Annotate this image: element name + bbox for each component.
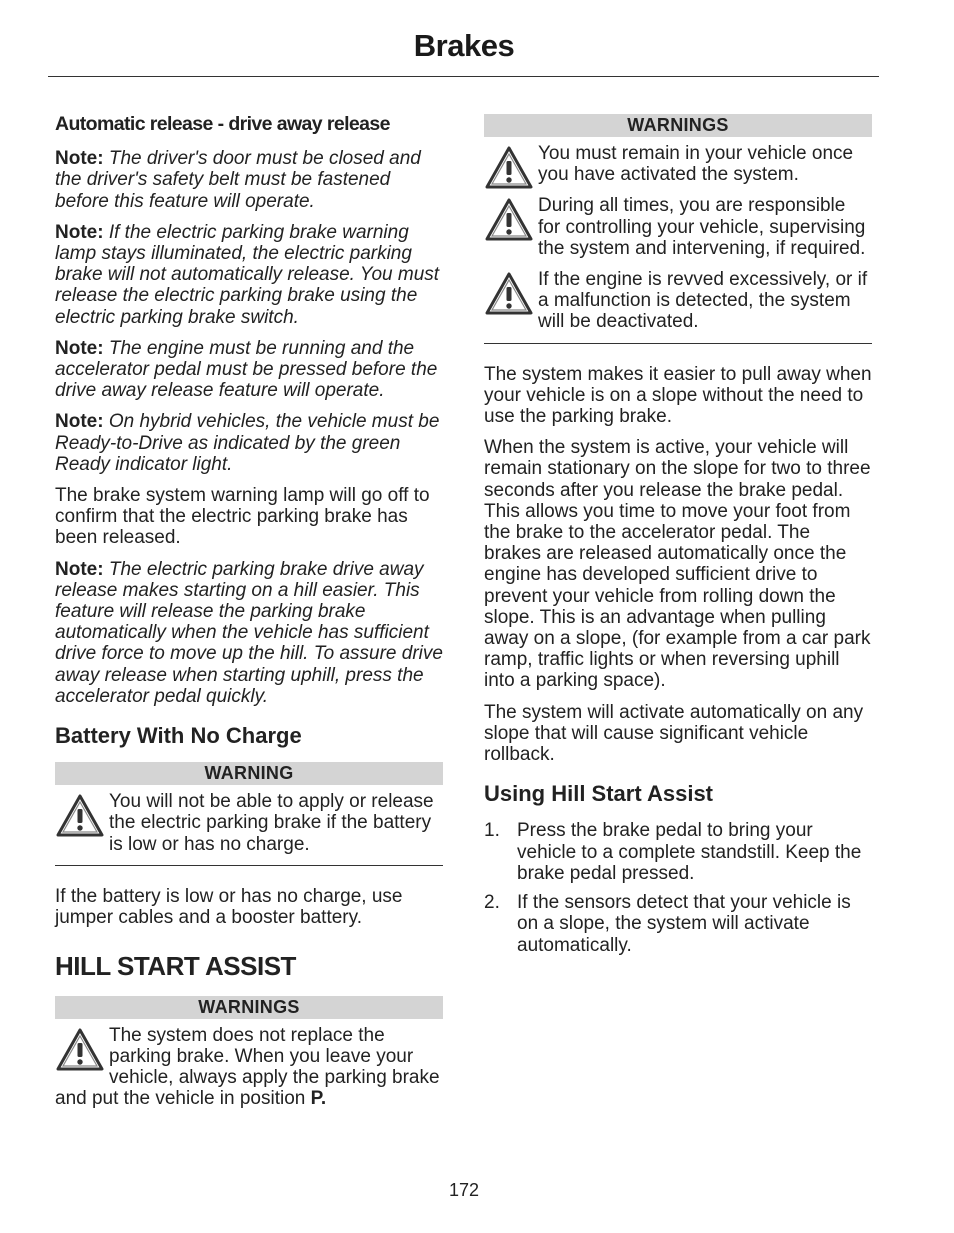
warning-text: You will not be able to apply or release the electric parking brake if the battery is low or has no charge. <box>109 791 434 855</box>
drive-away-release-heading: Automatic release - drive away release <box>55 113 390 135</box>
list-item <box>484 820 872 884</box>
warning-item <box>55 1025 443 1110</box>
note-text: On hybrid vehicles, the vehicle must be Ready-to-Drive as indicated by the green Ready indicator light. <box>55 411 440 475</box>
note-text: The engine must be running and the accelerator pedal must be pressed before the drive away release feature will operate. <box>55 337 438 402</box>
warning-text: If the engine is revved excessively, or if a malfunction is detected, the system will be deactivated. <box>538 269 868 333</box>
warning-item <box>484 195 872 259</box>
note-label: Note: <box>55 558 104 580</box>
body-paragraph: The system makes it easier to pull away when your vehicle is on a slope without the need to use the parking brake. <box>484 363 872 428</box>
note-label: Note: <box>55 221 104 243</box>
warning-lamp-paragraph: The brake system warning lamp will go off to confirm that the electric parking brake has been released. <box>55 485 430 549</box>
warning-item <box>55 791 443 855</box>
warning-divider <box>55 865 443 866</box>
right-column <box>484 114 872 964</box>
warning-triangle-icon <box>55 1027 105 1073</box>
warning-text: During all times, you are responsible for controlling your vehicle, supervising the system and intervening, if required. <box>538 195 866 259</box>
page-number: 172 <box>448 1180 480 1200</box>
title-divider <box>48 76 879 77</box>
warning-triangle-icon <box>484 145 534 191</box>
warning-item <box>484 143 872 185</box>
warning-triangle-icon <box>55 793 105 839</box>
warning-triangle-icon <box>484 197 534 243</box>
note-label: Note: <box>55 148 104 170</box>
left-column <box>55 114 443 1119</box>
hill-start-assist-heading: HILL START ASSIST <box>55 951 296 982</box>
using-hill-start-assist-heading: Using Hill Start Assist <box>484 781 714 807</box>
gear-position-p: P. <box>310 1088 327 1110</box>
note-text: The driver's door must be closed and the driver's safety belt must be fastened before this feature will operate. <box>55 148 421 212</box>
note-paragraph <box>55 222 443 328</box>
note-label: Note: <box>55 411 104 433</box>
warning-item <box>484 269 872 333</box>
body-paragraph: The system will activate automatically on any slope that will cause significant vehicle rollback. <box>484 701 864 766</box>
note-paragraph <box>55 411 443 475</box>
note-label: Note: <box>55 337 104 359</box>
body-paragraph: When the system is active, your vehicle will remain stationary on the slope for two to three seconds after you release the brake pedal. This allows you time to move your foot from the brake to the accelerator pedal. The brakes are released automatically once the engine has developed sufficient drive to prevent your vehicle from rolling down the slope. This is an advantage when pulling away on a slope, (for example from a car park ramp, traffic lights or when reversing uphill into a parking space). <box>484 437 871 692</box>
warning-bar: WARNING <box>55 762 443 785</box>
warning-bar: WARNINGS <box>55 996 443 1019</box>
note-paragraph <box>55 148 443 212</box>
step-number: 2. <box>484 892 500 914</box>
note-paragraph <box>55 559 443 707</box>
battery-paragraph: If the battery is low or has no charge, use jumper cables and a booster battery. <box>55 885 403 929</box>
battery-heading: Battery With No Charge <box>55 723 302 749</box>
step-text: Press the brake pedal to bring your vehicle to a complete standstill. Keep the brake pedal pressed. <box>517 820 862 884</box>
warning-bar: WARNINGS <box>484 114 872 137</box>
steps-list <box>484 820 872 955</box>
warning-triangle-icon <box>484 271 534 317</box>
warning-text: The system does not replace the parking brake. When you leave your vehicle, always apply the parking brake and put the vehicle in position <box>55 1024 440 1110</box>
note-paragraph <box>55 338 443 402</box>
step-text: If the sensors detect that your vehicle is on a slope, the system will activate automatically. <box>517 892 851 956</box>
note-text: If the electric parking brake warning lamp stays illuminated, the electric parking brake will not automatically release. You must release the electric parking brake using the electric parking brake switch. <box>55 221 440 328</box>
page-title: Brakes <box>413 28 515 63</box>
step-number: 1. <box>484 820 500 842</box>
warning-divider <box>484 343 872 344</box>
note-text: The electric parking brake drive away release makes starting on a hill easier. This feature will release the parking brake automatically when the vehicle has sufficient drive force to move up the hill. To assure drive away release when starting uphill, press the accelerator pedal quickly. <box>55 558 443 707</box>
list-item <box>484 892 872 956</box>
warning-text: You must remain in your vehicle once you have activated the system. <box>538 143 854 186</box>
